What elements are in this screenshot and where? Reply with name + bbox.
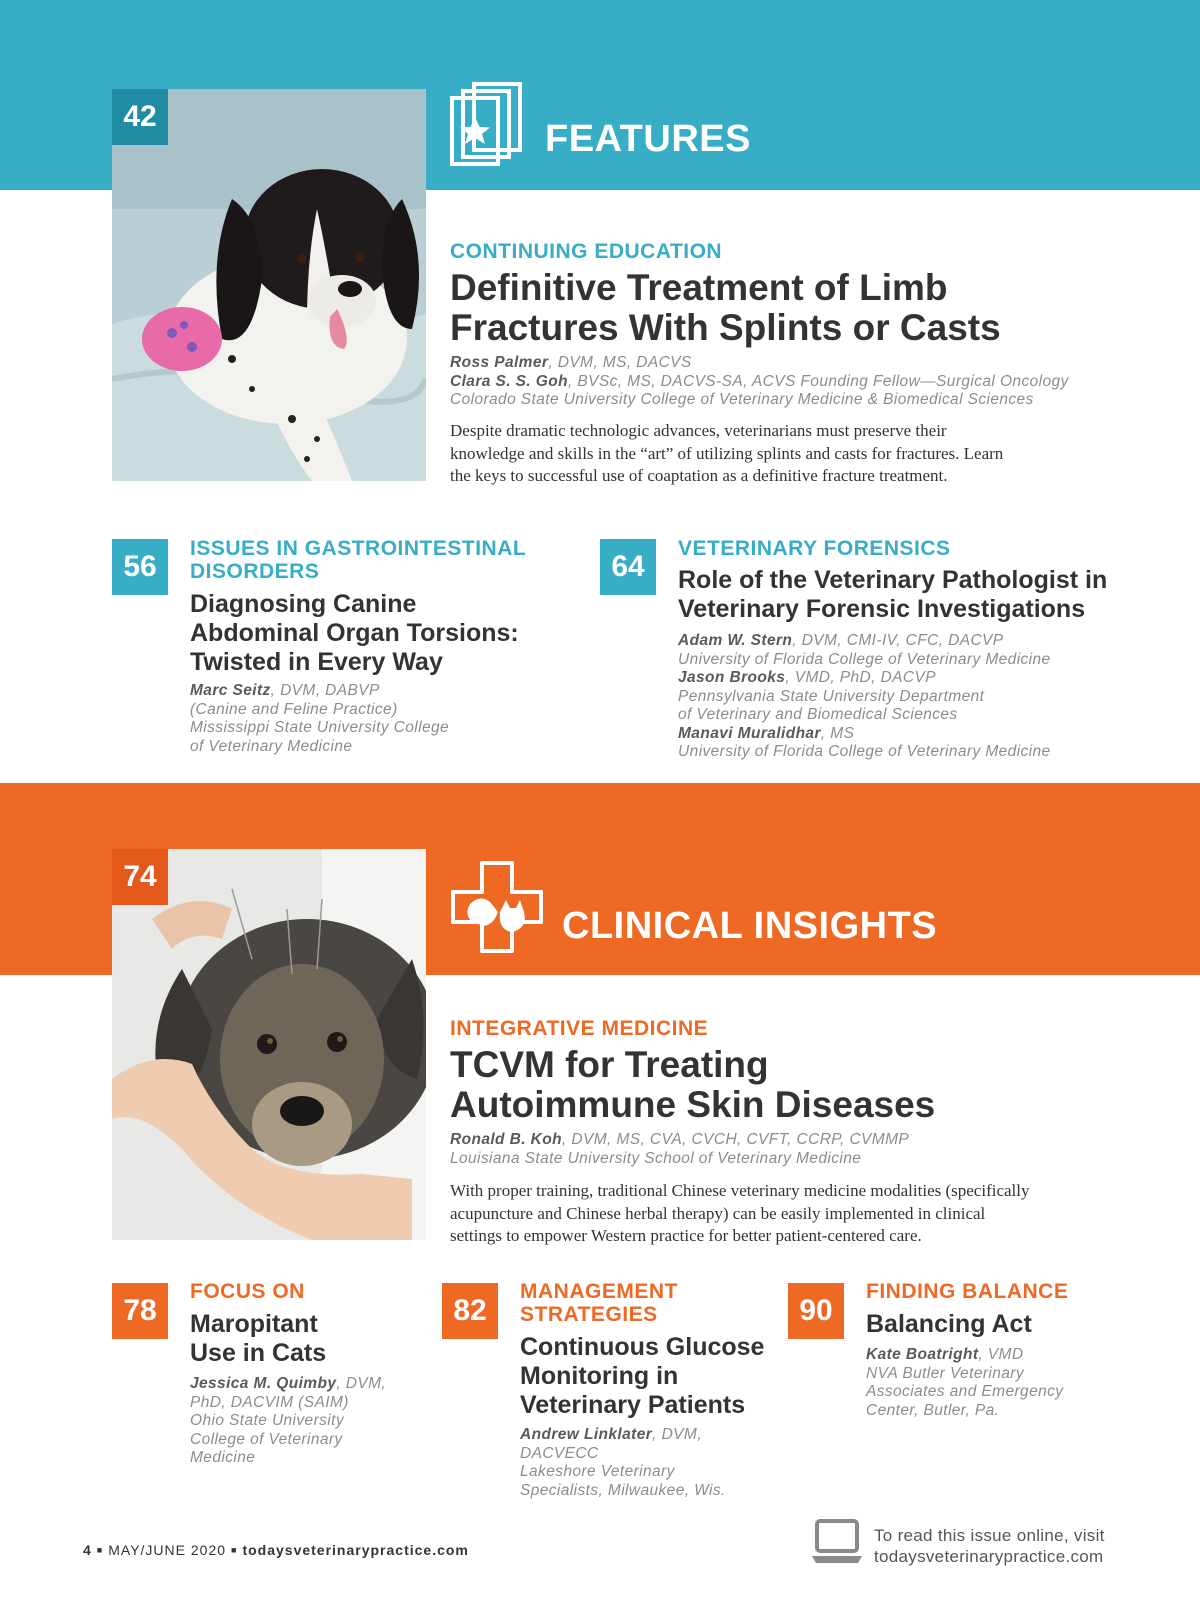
lead-description: With proper training, traditional Chinese veterinary medicine modalities (specifically acupuncture and Chinese herbal therapy) can be easily implemented in clinical settings to empower Western practice for better patient-centered care. (450, 1181, 1030, 1245)
footer-website-link[interactable]: todaysveterinarypractice.com (242, 1542, 469, 1558)
author-name: Jason Brooks (678, 669, 786, 686)
page-badge-42: 42 (112, 89, 168, 145)
clinical-section-title: CLINICAL INSIGHTS (562, 905, 938, 947)
lead-byline: Ross Palmer, DVM, MS, DACVS Clara S. S. Goh, BVSc, MS, DACVS-SA, ACVS Founding Fellow—Surgical Oncology Colorado State University College of Veterinary Medicine & Biomedical Sciences (450, 354, 1069, 408)
page-badge-64: 64 (600, 539, 656, 595)
article-kicker: FOCUS ON (190, 1280, 305, 1303)
author-name: Marc Seitz (190, 682, 271, 699)
laptop-icon (810, 1518, 864, 1571)
article-byline-64: Adam W. Stern, DVM, CMI-IV, CFC, DACVP University of Florida College of Veterinary Medicine Jason Brooks, VMD, PhD, DACVP Pennsylvania State University Department of Veterinary and Biomedical Sciences Manavi Muralidhar, MS University of Florida College of Veterinary Medicine (678, 632, 1051, 760)
author-name: Ronald B. Koh (450, 1131, 562, 1148)
issue-date: MAY/JUNE 2020 (108, 1542, 227, 1558)
article-byline-78: Jessica M. Quimby, DVM, PhD, DACVIM (SAIM) Ohio State University College of Veterinary Medicine (190, 1375, 387, 1466)
article-byline-56: Marc Seitz, DVM, DABVP (Canine and Feline Practice) Mississippi State University College of Veterinary Medicine (190, 682, 450, 755)
article-title-78[interactable]: Maropitant Use in Cats (190, 1310, 327, 1367)
article-kicker: VETERINARY FORENSICS (678, 537, 951, 560)
author-name: Manavi Muralidhar (678, 724, 821, 742)
page-badge-78: 78 (112, 1283, 168, 1339)
author-name: Clara S. S. Goh (450, 372, 568, 390)
author-name: Ross Palmer (450, 354, 549, 371)
page-footer: 4 ■ MAY/JUNE 2020 ■ todaysveterinarypractice.com (83, 1542, 469, 1558)
dog-splint-photo (112, 89, 426, 481)
lead-kicker: CONTINUING EDUCATION (450, 240, 723, 263)
page-badge-56: 56 (112, 539, 168, 595)
article-title-90[interactable]: Balancing Act (866, 1310, 1032, 1338)
features-section-title: FEATURES (545, 118, 751, 160)
article-title-56[interactable]: Diagnosing Canine Abdominal Organ Torsions: Twisted in Every Way (190, 590, 519, 676)
article-byline-82: Andrew Linklater, DVM, DACVECC Lakeshore Veterinary Specialists, Milwaukee, Wis. (520, 1426, 726, 1499)
clinical-cross-pets-icon (450, 860, 544, 959)
page-badge-74: 74 (112, 849, 168, 905)
dog-acupuncture-photo (112, 849, 426, 1240)
author-name: Adam W. Stern (678, 632, 793, 649)
read-online-link[interactable]: todaysveterinarypractice.com (874, 1547, 1104, 1566)
author-name: Jessica M. Quimby (190, 1375, 337, 1392)
author-name: Andrew Linklater (520, 1426, 653, 1443)
page-number: 4 (83, 1542, 92, 1558)
page-badge-82: 82 (442, 1283, 498, 1339)
article-title-64[interactable]: Role of the Veterinary Pathologist in Veterinary Forensic Investigations (678, 566, 1108, 623)
article-kicker: MANAGEMENT STRATEGIES (520, 1280, 678, 1326)
lead-article-title[interactable]: TCVM for Treating Autoimmune Skin Diseases (450, 1044, 936, 1125)
author-affiliation: Colorado State University College of Veterinary Medicine & Biomedical Sciences (450, 391, 1034, 408)
lead-kicker: INTEGRATIVE MEDICINE (450, 1017, 709, 1040)
read-online-notice: To read this issue online, visit todaysveterinarypractice.com (874, 1526, 1105, 1566)
features-book-star-icon (450, 82, 524, 173)
article-kicker: FINDING BALANCE (866, 1280, 1069, 1303)
author-name: Kate Boatright (866, 1346, 979, 1363)
lead-article-title[interactable]: Definitive Treatment of Limb Fractures With Splints or Casts (450, 267, 1001, 348)
lead-description: Despite dramatic technologic advances, veterinarians must preserve their knowledge and skills in the “art” of utilizing splints and casts for fractures. Learn the keys to successful use of coaptation as a definitive fracture treatment. (450, 421, 1004, 485)
page-badge-90: 90 (788, 1283, 844, 1339)
article-title-82[interactable]: Continuous Glucose Monitoring in Veterinary Patients (520, 1333, 765, 1419)
article-byline-90: Kate Boatright, VMD NVA Butler Veterinary Associates and Emergency Center, Butler, Pa. (866, 1346, 1064, 1419)
article-kicker: ISSUES IN GASTROINTESTINAL DISORDERS (190, 537, 527, 583)
lead-byline: Ronald B. Koh, DVM, MS, CVA, CVCH, CVFT, CCRP, CVMMP Louisiana State University School of Veterinary Medicine (450, 1131, 910, 1167)
